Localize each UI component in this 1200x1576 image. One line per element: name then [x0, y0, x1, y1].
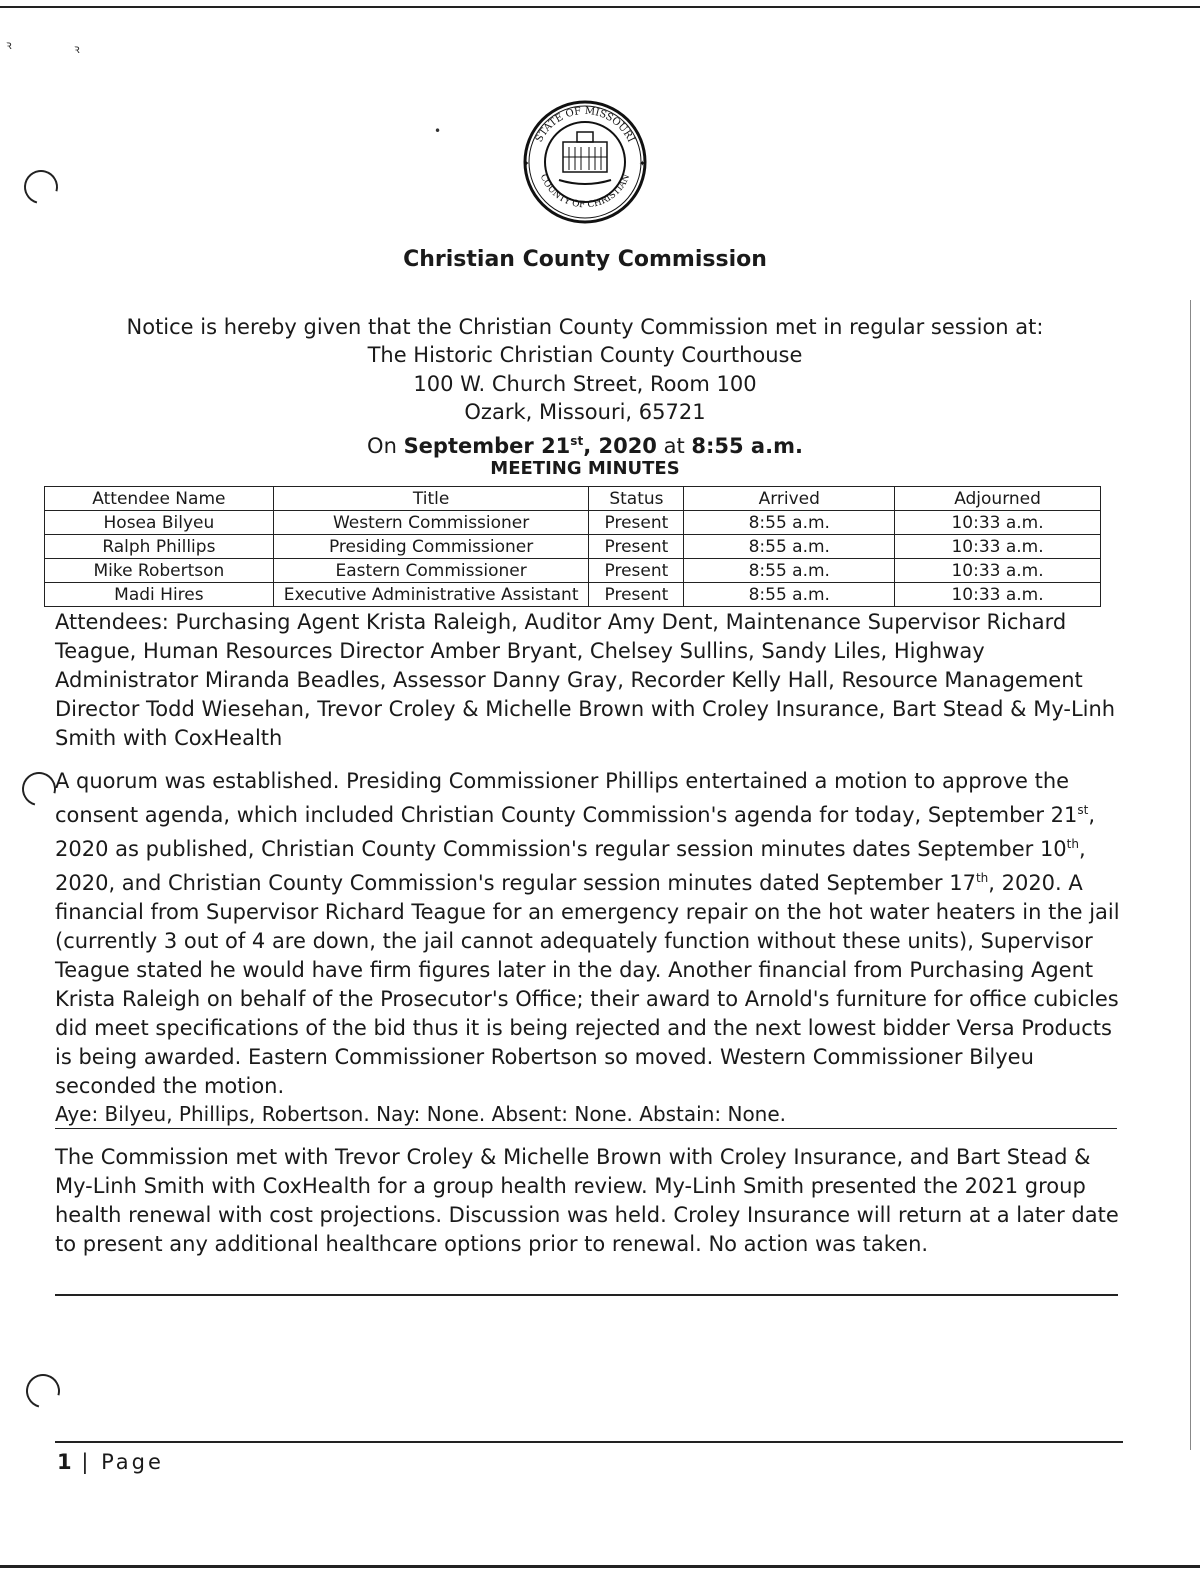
attendee-adjourned: 10:33 a.m. — [895, 535, 1101, 559]
vote-line: Aye: Bilyeu, Phillips, Robertson. Nay: None. Absent: None. Abstain: None. — [55, 1100, 1117, 1129]
attendee-name: Ralph Phillips — [45, 535, 274, 559]
attendee-status: Present — [589, 559, 684, 583]
attendee-status: Present — [589, 583, 684, 607]
attendee-name: Hosea Bilyeu — [45, 511, 274, 535]
attendee-arrived: 8:55 a.m. — [684, 583, 895, 607]
quorum-paragraph — [55, 767, 1125, 1101]
scan-mark: ꝛ — [6, 38, 12, 52]
meeting-minutes-heading: MEETING MINUTES — [490, 458, 680, 479]
column-header: Adjourned — [895, 487, 1101, 511]
notice-line-3: 100 W. Church Street, Room 100 — [413, 372, 757, 396]
footer-divider — [55, 1441, 1123, 1443]
attendee-arrived: 8:55 a.m. — [684, 511, 895, 535]
column-header: Status — [589, 487, 684, 511]
attendee-title: Presiding Commissioner — [273, 535, 589, 559]
document-title: Christian County Commission — [403, 247, 767, 272]
quorum-sup-1: st — [1077, 803, 1089, 817]
attendees-paragraph: Attendees: Purchasing Agent Krista Raleigh, Auditor Amy Dent, Maintenance Supervisor Richard Teague, Human Resources Director Amber Bryant, Chelsey Sullins, Sandy Liles, Highway Administrator Miranda Beadles, Assessor Danny Gray, Recorder Kelly Hall, Resource Management Director Todd Wiesehan, Trevor Croley & Michelle Brown with Croley Insurance, Bart Stead & My-Linh Smith with CoxHealth — [55, 610, 1116, 750]
attendee-title: Executive Administrative Assistant — [273, 583, 589, 607]
attendee-name: Mike Robertson — [45, 559, 274, 583]
attendee-status: Present — [589, 535, 684, 559]
date-mid: at — [656, 434, 692, 458]
page-number: 1 — [57, 1450, 72, 1474]
meeting-date-sup: st — [570, 434, 584, 448]
county-seal-logo — [511, 100, 659, 224]
quorum-text-1: A quorum was established. Presiding Commissioner Phillips entertained a motion to approve the consent agenda, which included Christian County Commission's agenda for today, September 21 — [55, 769, 1078, 827]
page-label: | Page — [81, 1450, 164, 1474]
notice-date-line — [0, 427, 1170, 460]
column-header: Attendee Name — [45, 487, 274, 511]
notice-line-1: Notice is hereby given that the Christian County Commission met in regular session at: — [126, 315, 1044, 339]
page-footer — [57, 1450, 164, 1474]
bottom-scan-border — [0, 1565, 1200, 1568]
quorum-sup-3: th — [975, 871, 989, 885]
scan-mark: ꝛ — [74, 42, 80, 56]
meeting-date: September 21 — [403, 434, 571, 458]
attendee-status: Present — [589, 511, 684, 535]
table-row — [45, 559, 1101, 583]
attendee-title: Eastern Commissioner — [273, 559, 589, 583]
date-prefix: On — [367, 434, 404, 458]
attendee-adjourned: 10:33 a.m. — [895, 511, 1101, 535]
notice-line-2: The Historic Christian County Courthouse — [367, 343, 803, 367]
column-header: Arrived — [684, 487, 895, 511]
quorum-text-3: , 2020, and Christian County Commission's regular session minutes dated September 17 — [55, 837, 1086, 895]
quorum-sup-2: th — [1066, 837, 1079, 851]
binder-hole-icon — [18, 164, 64, 210]
attendance-table — [44, 486, 1101, 607]
svg-text:✦: ✦ — [523, 159, 530, 168]
attendee-arrived: 8:55 a.m. — [684, 535, 895, 559]
scan-dot: • — [434, 124, 442, 138]
section-divider — [55, 1294, 1118, 1296]
top-scan-border — [0, 6, 1200, 8]
table-row — [45, 535, 1101, 559]
table-row — [45, 583, 1101, 607]
meeting-date-year: , 2020 — [583, 434, 657, 458]
svg-text:STATE OF MISSOURI: STATE OF MISSOURI — [533, 105, 637, 145]
table-row — [45, 511, 1101, 535]
right-scan-border — [1190, 300, 1191, 1450]
svg-text:✦: ✦ — [639, 159, 646, 168]
meeting-time: 8:55 a.m. — [691, 434, 803, 458]
quorum-text-2: , 2020 as published, Christian County Commission's regular session minutes dates September 10 — [55, 803, 1096, 861]
svg-text:COUNTY OF CHRISTIAN: COUNTY OF CHRISTIAN — [537, 172, 633, 211]
quorum-text-4: , 2020. A financial from Supervisor Richard Teague for an emergency repair on the hot water heaters in the jail (currently 3 out of 4 are down, the jail cannot adequately function without these units), Supervisor Teague stated he would have firm figures later in the day. Another financial from Purchasing Agent Krista Raleigh on behalf of the Prosecutor's Office; their award to Arnold's furniture for office cubicles did meet specifications of the bid thus it is being rejected and the next lowest bidder Versa Products is being awarded. Eastern Commissioner Robertson so moved. Western Commissioner Bilyeu seconded the motion. — [55, 871, 1120, 1098]
notice-line-4: Ozark, Missouri, 65721 — [464, 400, 706, 424]
attendee-arrived: 8:55 a.m. — [684, 559, 895, 583]
attendee-adjourned: 10:33 a.m. — [895, 583, 1101, 607]
attendee-name: Madi Hires — [45, 583, 274, 607]
binder-hole-icon — [20, 1368, 66, 1414]
health-review-paragraph: The Commission met with Trevor Croley & Michelle Brown with Croley Insurance, and Bart Stead & My-Linh Smith with CoxHealth for a group health review. My-Linh Smith presented the 2021 group health renewal with cost projections. Discussion was held. Croley Insurance will return at a later date to present any additional healthcare options prior to renewal. No action was taken. — [55, 1145, 1119, 1256]
attendee-adjourned: 10:33 a.m. — [895, 559, 1101, 583]
column-header: Title — [273, 487, 589, 511]
table-header-row — [45, 487, 1101, 511]
attendee-title: Western Commissioner — [273, 511, 589, 535]
